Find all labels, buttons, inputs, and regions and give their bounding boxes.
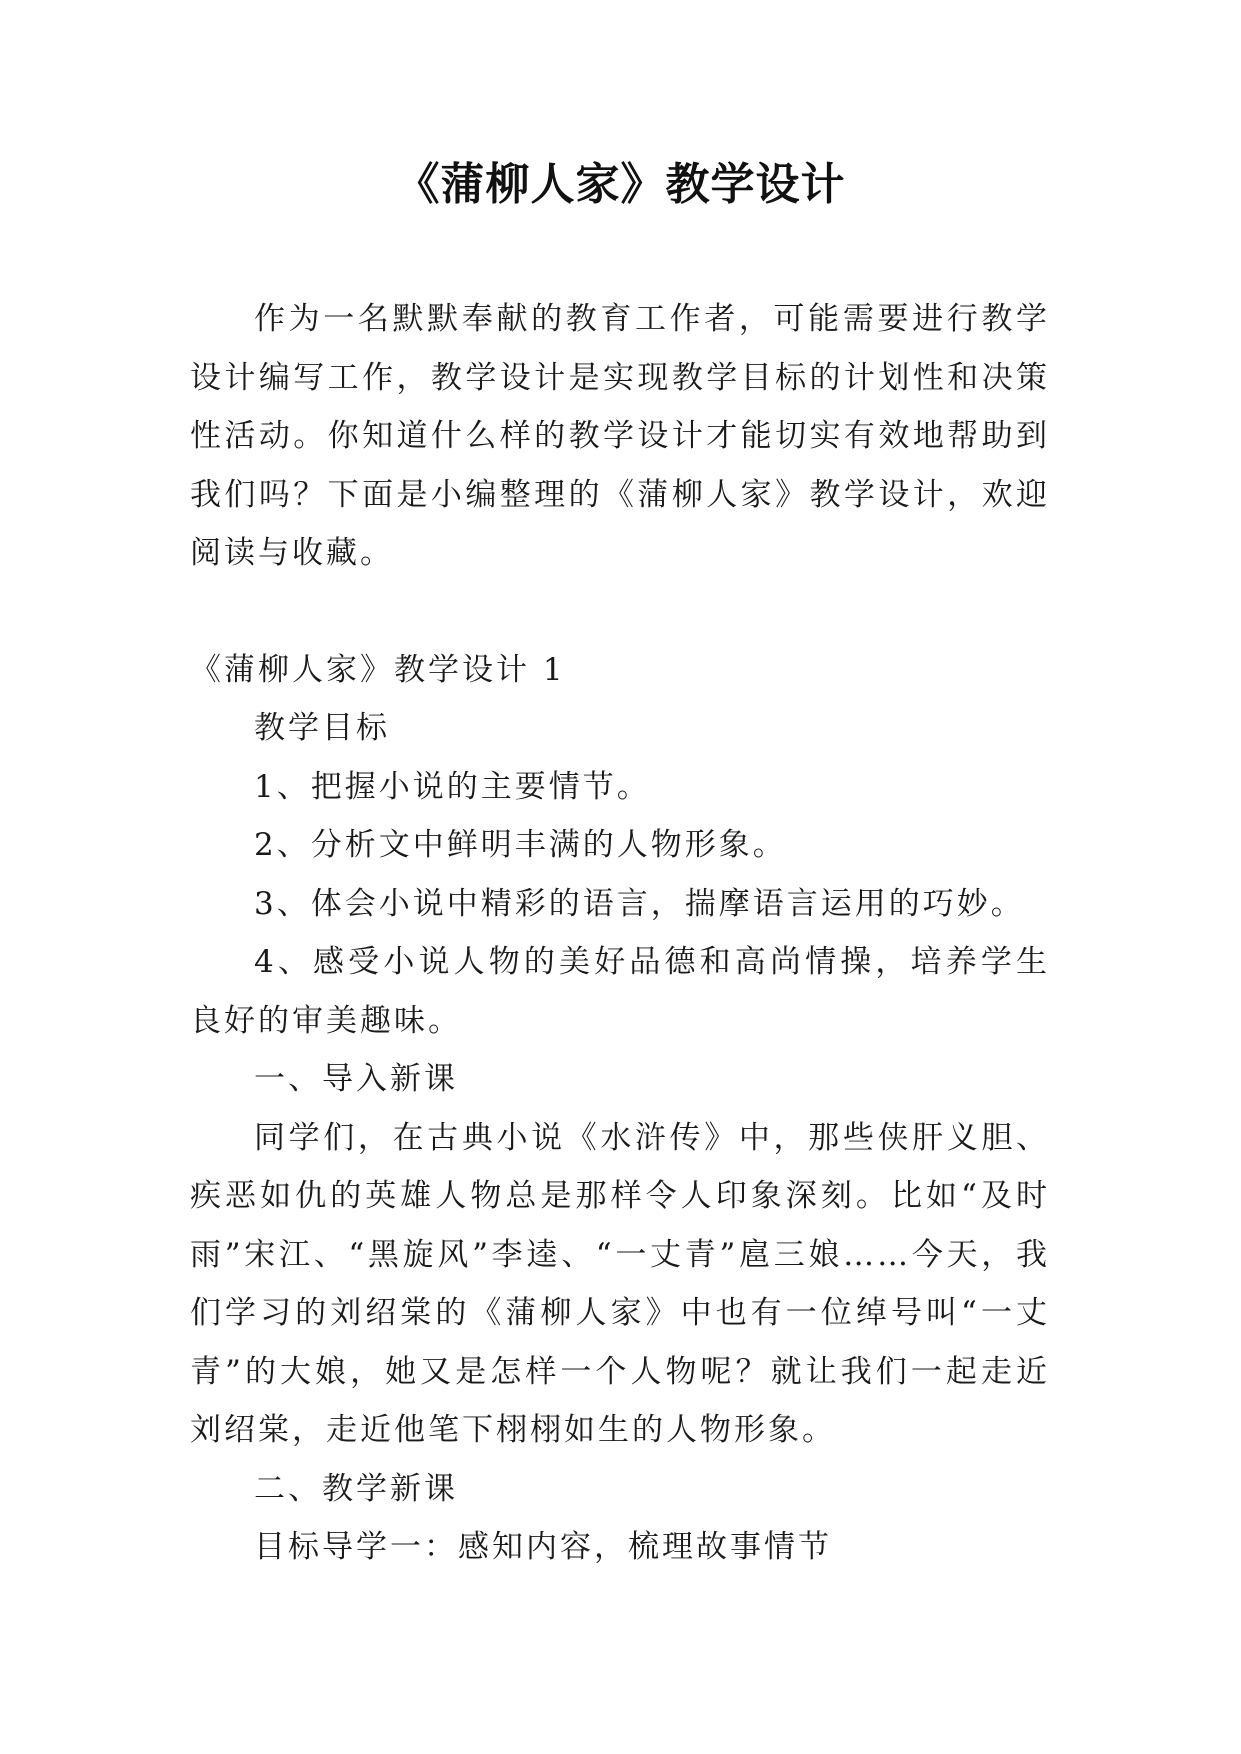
paragraph-heading-2: 二、教学新课 bbox=[254, 1470, 458, 1507]
paragraph-goal-1: 1、把握小说的主要情节。 bbox=[254, 768, 651, 805]
paragraph-heading-1: 一、导入新课 bbox=[254, 1061, 458, 1097]
paragraph-teaching-goals: 教学目标 bbox=[254, 710, 390, 746]
paragraph-objective-1: 目标导学一：感知内容，梳理故事情节 bbox=[254, 1529, 832, 1565]
document-body bbox=[190, 290, 1050, 1577]
intro-paragraph: 作为一名默默奉献的教育工作者，可能需要进行教学设计编写工作，教学设计是实现教学目标的计划性和决策性活动。你知道什么样的教学设计才能切实有效地帮助到我们吗？下面是小编整理的《蒲柳人家》教学设计，欢迎阅读与收藏。 bbox=[190, 301, 1050, 571]
paragraph-intro-lesson: 同学们，在古典小说《水浒传》中，那些侠肝义胆、疾恶如仇的英雄人物总是那样令人印象深刻。比如“及时雨”宋江、“黑旋风”李逵、“一丈青”扈三娘……今天，我们学习的刘绍棠的《蒲柳人家》中也有一位绰号叫“一丈青”的大娘，她又是怎样一个人物呢？就让我们一起走近刘绍棠，走近他笔下栩栩如生的人物形象。 bbox=[190, 1119, 1050, 1448]
document-title: 《蒲柳人家》教学设计 bbox=[395, 159, 846, 210]
section-heading: 《蒲柳人家》教学设计 1 bbox=[190, 651, 566, 688]
paragraph-goal-3: 3、体会小说中精彩的语言，揣摩语言运用的巧妙。 bbox=[254, 885, 1025, 922]
paragraph-goal-4: 4、感受小说人物的美好品德和高尚情操，培养学生良好的审美趣味。 bbox=[190, 944, 1050, 1039]
paragraph-goal-2: 2、分析文中鲜明丰满的人物形象。 bbox=[254, 827, 787, 863]
